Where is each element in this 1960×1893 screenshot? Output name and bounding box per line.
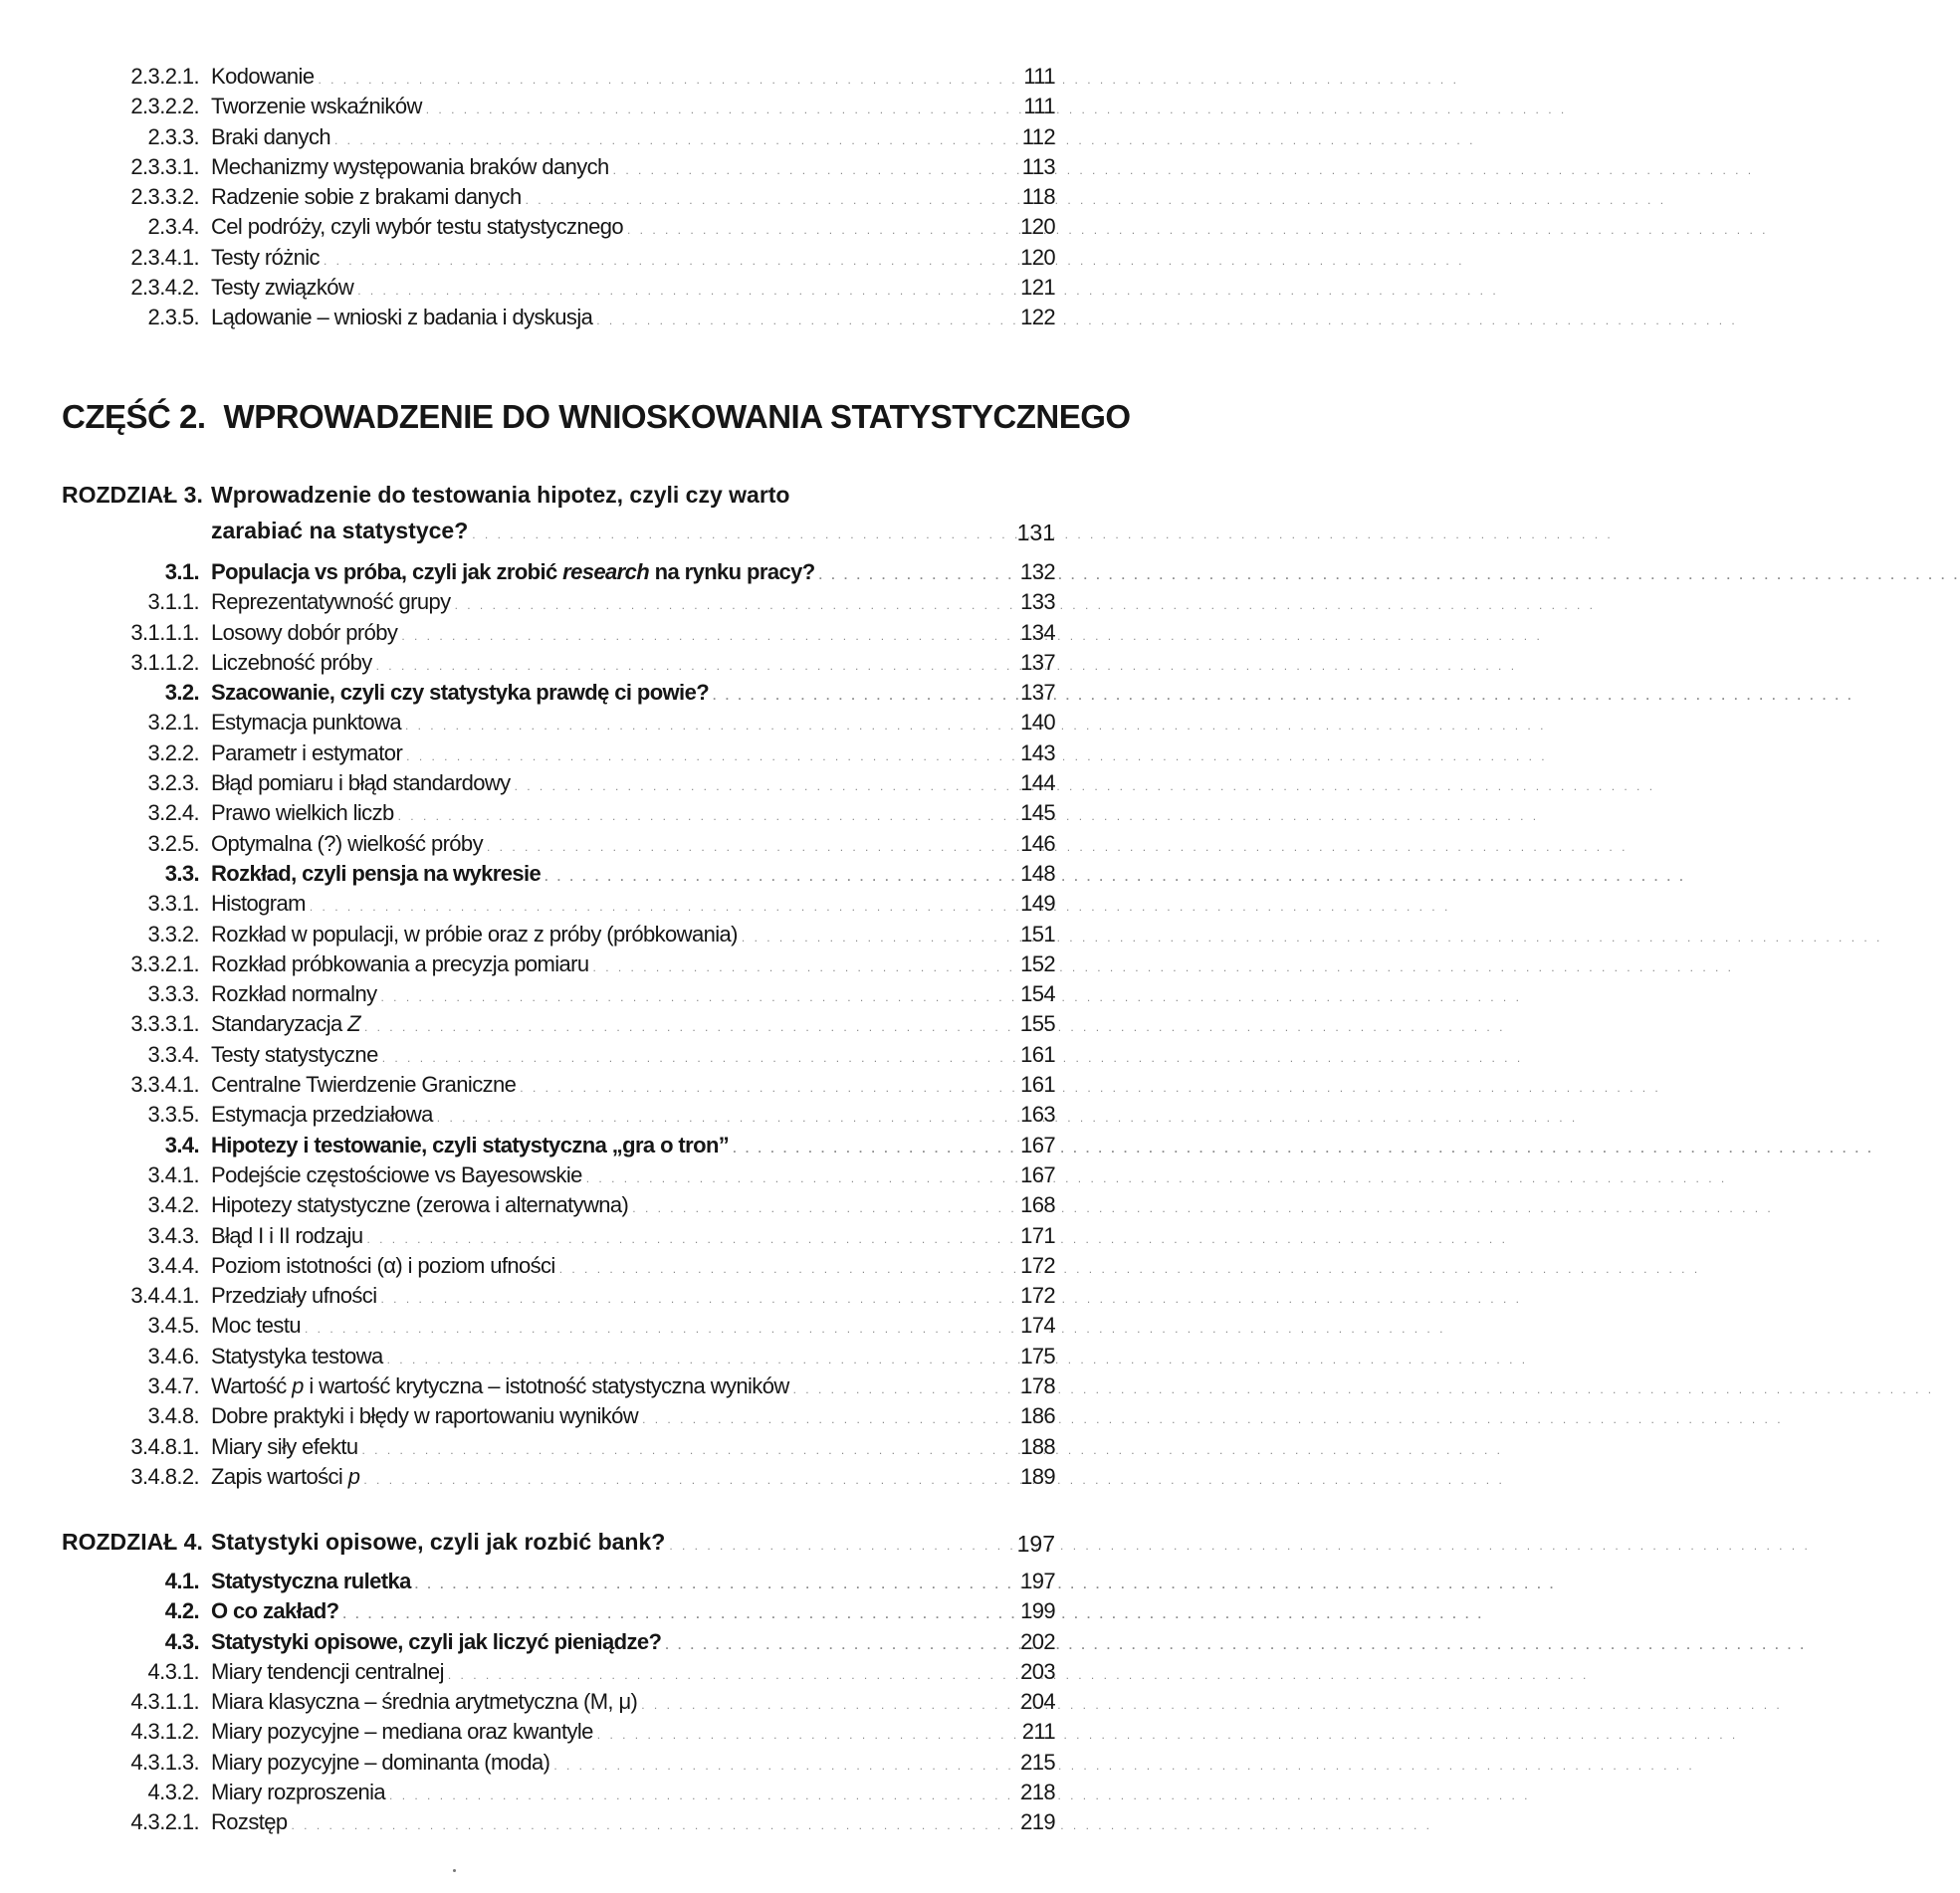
- entry-title: Histogram: [211, 891, 306, 917]
- entry-page: 121: [1020, 275, 1055, 301]
- entry-page: 137: [1020, 649, 1055, 675]
- entry-number: 2.3.2.2.: [130, 94, 199, 119]
- entry-title: Hipotezy i testowanie, czyli statystyczna „gra o tron”: [211, 1132, 730, 1157]
- toc-entry[interactable]: [0, 768, 1117, 798]
- toc-entry[interactable]: [0, 1342, 1117, 1371]
- chapter-title-line1: Wprowadzenie do testowania hipotez, czyli czy warto: [211, 482, 790, 508]
- toc-entry[interactable]: [0, 92, 1117, 121]
- entry-title: Błąd I i II rodzaju: [211, 1222, 363, 1248]
- entry-title: Przedziały ufności: [211, 1283, 377, 1309]
- entry-page: 140: [1020, 710, 1055, 736]
- dot-leader: [401, 621, 1542, 651]
- entry-number: 3.1.1.2.: [130, 649, 199, 675]
- entry-page: 118: [1021, 184, 1055, 210]
- toc-entry[interactable]: [0, 1657, 1117, 1687]
- entry-number: 2.3.3.2.: [130, 184, 199, 210]
- entry-number: 3.1.1.1.: [130, 619, 199, 645]
- dot-leader: [362, 1435, 1503, 1465]
- entry-number: 3.4.4.1.: [130, 1283, 199, 1309]
- dot-leader: [669, 1539, 1810, 1553]
- entry-page: 134: [1020, 619, 1055, 645]
- entry-title: Parametr i estymator: [211, 739, 403, 765]
- dot-leader: [733, 1134, 1873, 1163]
- dot-leader: [593, 952, 1734, 982]
- entry-title: Radzenie sobie z brakami danych: [211, 184, 522, 210]
- dot-leader: [334, 125, 1475, 155]
- entry-page: 171: [1020, 1222, 1055, 1248]
- entry-title: Prawo wielkich liczb: [211, 800, 394, 826]
- entry-number: 4.3.1.2.: [130, 1719, 199, 1745]
- entry-title: Populacja vs próba, czyli jak zrobić research na rynku pracy?: [211, 559, 815, 584]
- dot-leader: [357, 276, 1498, 306]
- dot-leader: [406, 741, 1547, 771]
- toc-entry[interactable]: [0, 1778, 1117, 1807]
- entry-page: 152: [1020, 950, 1055, 976]
- entry-number: 3.4.8.1.: [130, 1433, 199, 1459]
- entry-title: Statystyczna ruletka: [211, 1569, 411, 1593]
- entry-page: 161: [1020, 1041, 1055, 1067]
- entry-number: 3.4.2.: [147, 1192, 199, 1218]
- entry-title: Rozstęp: [211, 1809, 288, 1835]
- dot-leader: [613, 155, 1754, 185]
- toc-entry[interactable]: [0, 1687, 1117, 1717]
- toc-entry[interactable]: [0, 557, 1117, 587]
- dot-leader: [398, 801, 1539, 831]
- entry-page: 197: [1020, 1569, 1055, 1593]
- dot-leader: [632, 1193, 1773, 1223]
- entry-page: 202: [1020, 1628, 1055, 1654]
- toc-block-2-3: [0, 62, 1117, 333]
- dot-leader: [526, 185, 1666, 215]
- toc-entry[interactable]: [0, 1371, 1117, 1401]
- entry-page: 172: [1020, 1252, 1055, 1278]
- entry-title: Testy statystyczne: [211, 1041, 378, 1067]
- toc-entry[interactable]: [0, 1040, 1117, 1070]
- toc-entry[interactable]: [0, 1281, 1117, 1311]
- dot-leader: [318, 65, 1458, 95]
- entry-title: Estymacja przedziałowa: [211, 1102, 433, 1128]
- toc-entry[interactable]: [0, 1627, 1117, 1657]
- toc-entry[interactable]: [0, 152, 1117, 182]
- toc-entry[interactable]: [0, 1070, 1117, 1100]
- entry-page: 168: [1020, 1192, 1055, 1218]
- part-title: WPROWADZENIE DO WNIOSKOWANIA STATYSTYCZNEGO: [223, 398, 1131, 435]
- entry-title: Błąd pomiaru i błąd standardowy: [211, 770, 511, 796]
- entry-number: 4.2.: [164, 1598, 199, 1624]
- dot-leader: [742, 923, 1882, 952]
- toc-entry[interactable]: [0, 62, 1117, 92]
- entry-page: 163: [1020, 1102, 1055, 1128]
- entry-title: Miary siły efektu: [211, 1433, 358, 1459]
- toc-entry[interactable]: [0, 1748, 1117, 1778]
- entry-number: 3.4.7.: [147, 1373, 199, 1399]
- entry-title: Tworzenie wskaźników: [211, 94, 422, 119]
- toc-entry[interactable]: [0, 212, 1117, 242]
- toc-entry[interactable]: [0, 829, 1117, 859]
- toc-entry[interactable]: [0, 1311, 1117, 1341]
- toc-entry[interactable]: [0, 303, 1117, 332]
- entry-page: 172: [1020, 1283, 1055, 1309]
- dot-leader: [380, 982, 1521, 1012]
- toc-entry[interactable]: [0, 648, 1117, 678]
- entry-page: 203: [1020, 1658, 1055, 1684]
- dot-leader: [324, 246, 1464, 276]
- entry-number: 3.4.4.: [147, 1252, 199, 1278]
- toc-entry[interactable]: [0, 1009, 1117, 1039]
- dot-leader: [520, 1073, 1660, 1103]
- entry-number: 3.4.1.: [147, 1161, 199, 1187]
- entry-number: 4.1.: [164, 1569, 199, 1593]
- entry-number: 4.3.1.3.: [130, 1749, 199, 1775]
- toc-block-chapter-3: [0, 557, 1117, 1492]
- entry-title: Rozkład w populacji, w próbie oraz z próby (próbkowania): [211, 921, 738, 946]
- entry-title: Lądowanie – wnioski z badania i dyskusja: [211, 305, 593, 330]
- dot-leader: [305, 1314, 1445, 1344]
- dot-leader: [426, 95, 1567, 124]
- entry-number: 3.4.8.: [147, 1403, 199, 1429]
- entry-page: 211: [1021, 1719, 1055, 1745]
- dot-leader: [448, 1660, 1589, 1690]
- entry-title: Zapis wartości p: [211, 1463, 360, 1489]
- entry-page: 146: [1020, 830, 1055, 856]
- entry-number: 3.3.5.: [147, 1102, 199, 1128]
- toc-entry[interactable]: [0, 1190, 1117, 1220]
- entry-page: 189: [1020, 1463, 1055, 1489]
- entry-number: 3.2.3.: [147, 770, 199, 796]
- dot-leader: [363, 1465, 1504, 1495]
- entry-title: Poziom istotności (α) i poziom ufności: [211, 1252, 555, 1278]
- toc-entry[interactable]: [0, 1807, 1117, 1837]
- entry-title: Miary pozycyjne – dominanta (moda): [211, 1749, 550, 1775]
- dot-leader: [544, 862, 1685, 892]
- entry-title: Szacowanie, czyli czy statystyka prawdę ci powie?: [211, 680, 710, 706]
- toc-entry[interactable]: [0, 122, 1117, 152]
- entry-page: 218: [1020, 1780, 1055, 1805]
- dot-leader: [376, 651, 1517, 681]
- entry-title: Reprezentatywność grupy: [211, 589, 451, 615]
- entry-number: 3.3.1.: [147, 891, 199, 917]
- entry-title: Miary pozycyjne – mediana oraz kwantyle: [211, 1719, 593, 1745]
- dot-leader: [487, 832, 1628, 862]
- entry-title: Miary rozproszenia: [211, 1780, 386, 1805]
- entry-title: Rozkład próbkowania a precyzja pomiaru: [211, 950, 589, 976]
- entry-number: 3.1.: [164, 559, 199, 584]
- dot-leader: [437, 1103, 1578, 1133]
- toc-entry[interactable]: [0, 738, 1117, 768]
- entry-number: 2.3.3.: [147, 123, 199, 149]
- entry-number: 3.3.3.: [147, 981, 199, 1007]
- toc-entry[interactable]: [0, 920, 1117, 949]
- toc-entry[interactable]: [0, 1251, 1117, 1281]
- entry-title: Liczebność próby: [211, 649, 372, 675]
- toc-entry[interactable]: [0, 1401, 1117, 1431]
- entry-page: 178: [1020, 1373, 1055, 1399]
- entry-title: Rozkład, czyli pensja na wykresie: [211, 860, 542, 886]
- entry-title: Miara klasyczna – średnia arytmetyczna (M, μ): [211, 1689, 638, 1715]
- entry-number: 3.2.2.: [147, 739, 199, 765]
- entry-number: 3.3.4.: [147, 1041, 199, 1067]
- toc-entry[interactable]: [0, 979, 1117, 1009]
- entry-page: 145: [1020, 800, 1055, 826]
- entry-title: Testy związków: [211, 275, 354, 301]
- entry-page: 143: [1020, 739, 1055, 765]
- toc-entry[interactable]: [0, 1131, 1117, 1160]
- toc-entry[interactable]: [0, 1717, 1117, 1747]
- entry-page: 111: [1023, 64, 1055, 89]
- dot-leader: [597, 1720, 1738, 1750]
- entry-number: 3.4.6.: [147, 1343, 199, 1368]
- entry-page: 144: [1020, 770, 1055, 796]
- dot-leader: [364, 1012, 1505, 1042]
- entry-page: 167: [1020, 1132, 1055, 1157]
- dot-leader: [627, 215, 1768, 245]
- entry-page: 154: [1020, 981, 1055, 1007]
- toc-entry[interactable]: [0, 1432, 1117, 1462]
- dot-leader: [292, 1810, 1432, 1840]
- entry-page: 174: [1020, 1313, 1055, 1339]
- entry-page: 167: [1020, 1161, 1055, 1187]
- entry-number: 3.4.5.: [147, 1313, 199, 1339]
- entry-title: Mechanizmy występowania braków danych: [211, 153, 609, 179]
- entry-page: 111: [1023, 94, 1055, 119]
- dot-leader: [641, 1690, 1782, 1720]
- dot-leader: [415, 1570, 1556, 1599]
- entry-title: Losowy dobór próby: [211, 619, 398, 645]
- entry-number: 3.2.4.: [147, 800, 199, 826]
- entry-title: Cel podróży, czyli wybór testu statystycznego: [211, 214, 623, 240]
- toc-entry[interactable]: [0, 1100, 1117, 1130]
- dot-leader: [553, 1751, 1694, 1781]
- entry-title: Wartość p i wartość krytyczna – istotność statystyczna wyników: [211, 1373, 789, 1399]
- entry-number: 3.4.3.: [147, 1222, 199, 1248]
- entry-number: 2.3.5.: [147, 305, 199, 330]
- dot-leader: [366, 1224, 1507, 1254]
- dot-leader: [793, 1374, 1934, 1404]
- toc-entry[interactable]: [0, 708, 1117, 737]
- toc-entry[interactable]: [0, 949, 1117, 979]
- toc-entry[interactable]: [0, 1567, 1117, 1596]
- entry-number: 2.3.3.1.: [130, 153, 199, 179]
- entry-number: 2.3.4.: [147, 214, 199, 240]
- toc-entry[interactable]: [0, 618, 1117, 648]
- entry-number: 2.3.2.1.: [130, 64, 199, 89]
- entry-page: 122: [1020, 305, 1055, 330]
- entry-page: 151: [1020, 921, 1055, 946]
- dot-leader: [310, 892, 1450, 922]
- entry-number: 3.3.2.1.: [130, 950, 199, 976]
- chapter-title-line2: zarabiać na statystyce?: [211, 518, 469, 543]
- entry-title: Testy różnic: [211, 244, 320, 270]
- toc-entry[interactable]: [0, 182, 1117, 212]
- entry-number: 2.3.4.2.: [130, 275, 199, 301]
- dot-leader: [665, 1630, 1806, 1660]
- dot-leader: [405, 711, 1546, 740]
- entry-title: Kodowanie: [211, 64, 315, 89]
- entry-number: 4.3.2.: [147, 1780, 199, 1805]
- entry-page: 219: [1020, 1809, 1055, 1835]
- toc-entry[interactable]: [0, 798, 1117, 828]
- entry-title: O co zakład?: [211, 1598, 339, 1624]
- entry-number: 2.3.4.1.: [130, 244, 199, 270]
- entry-number: 3.2.1.: [147, 710, 199, 736]
- entry-page: 175: [1020, 1343, 1055, 1368]
- entry-number: 3.3.3.1.: [130, 1011, 199, 1037]
- toc-entry[interactable]: [0, 273, 1117, 303]
- chapter-label: ROZDZIAŁ 3.: [62, 482, 203, 508]
- entry-number: 3.4.: [164, 1132, 199, 1157]
- entry-title: Rozkład normalny: [211, 981, 377, 1007]
- dot-leader: [515, 771, 1655, 801]
- entry-number: 4.3.1.: [147, 1658, 199, 1684]
- toc-entry[interactable]: [0, 1160, 1117, 1190]
- entry-title: Miary tendencji centralnej: [211, 1658, 444, 1684]
- entry-page: 155: [1020, 1011, 1055, 1037]
- entry-title: Statystyki opisowe, czyli jak liczyć pieniądze?: [211, 1628, 662, 1654]
- part-heading: [62, 398, 1131, 436]
- entry-title: Moc testu: [211, 1313, 301, 1339]
- entry-number: 4.3.: [164, 1628, 199, 1654]
- entry-title: Estymacja punktowa: [211, 710, 401, 736]
- entry-page: 161: [1020, 1072, 1055, 1098]
- entry-page: 137: [1020, 680, 1055, 706]
- entry-page: 120: [1020, 244, 1055, 270]
- entry-number: 4.3.1.1.: [130, 1689, 199, 1715]
- toc-entry[interactable]: [0, 1596, 1117, 1626]
- entry-title: Hipotezy statystyczne (zerowa i alternatywna): [211, 1192, 629, 1218]
- chapter-label: ROZDZIAŁ 4.: [62, 1529, 203, 1555]
- entry-title: Centralne Twierdzenie Graniczne: [211, 1072, 517, 1098]
- entry-title: Statystyka testowa: [211, 1343, 383, 1368]
- entry-page: 188: [1020, 1433, 1055, 1459]
- entry-page: 112: [1021, 123, 1055, 149]
- toc-entry[interactable]: [0, 1221, 1117, 1251]
- dot-leader: [389, 1781, 1530, 1810]
- entry-page: 113: [1021, 153, 1055, 179]
- entry-page: 133: [1020, 589, 1055, 615]
- entry-title: Optymalna (?) wielkość próby: [211, 830, 483, 856]
- dot-leader: [382, 1043, 1523, 1073]
- dot-leader: [642, 1404, 1783, 1434]
- toc-entry[interactable]: [0, 587, 1117, 617]
- dot-leader: [819, 560, 1960, 590]
- dot-leader: [559, 1254, 1700, 1284]
- part-label: CZĘŚĆ 2.: [62, 398, 206, 435]
- toc-block-chapter-4: [0, 1567, 1117, 1838]
- entry-number: 3.3.4.1.: [130, 1072, 199, 1098]
- dot-leader: [586, 1163, 1727, 1193]
- toc-entry[interactable]: [0, 859, 1117, 889]
- dot-leader: [713, 681, 1853, 711]
- entry-number: 3.2.: [164, 680, 199, 706]
- chapter-page: 197: [1016, 1531, 1055, 1557]
- entry-title: Dobre praktyki i błędy w raportowaniu wyników: [211, 1403, 639, 1429]
- toc-entry[interactable]: [0, 889, 1117, 919]
- scan-speck: [453, 1869, 456, 1872]
- toc-entry[interactable]: [0, 243, 1117, 273]
- entry-page: 148: [1020, 860, 1055, 886]
- entry-page: 149: [1020, 891, 1055, 917]
- entry-number: 3.3.2.: [147, 921, 199, 946]
- entry-page: 204: [1020, 1689, 1055, 1715]
- dot-leader: [343, 1599, 1484, 1629]
- entry-number: 3.4.8.2.: [130, 1463, 199, 1489]
- toc-entry[interactable]: [0, 1462, 1117, 1492]
- entry-page: 199: [1020, 1598, 1055, 1624]
- entry-page: 120: [1020, 214, 1055, 240]
- chapter-title: Statystyki opisowe, czyli jak rozbić bank?: [211, 1529, 666, 1555]
- entry-number: 4.3.2.1.: [130, 1809, 199, 1835]
- entry-number: 3.1.1.: [147, 589, 199, 615]
- entry-title: Braki danych: [211, 123, 330, 149]
- toc-entry[interactable]: [0, 678, 1117, 708]
- chapter-page: 131: [1016, 520, 1055, 545]
- entry-page: 186: [1020, 1403, 1055, 1429]
- dot-leader: [596, 306, 1737, 335]
- dot-leader: [381, 1284, 1522, 1314]
- entry-page: 132: [1020, 559, 1055, 584]
- entry-page: 215: [1020, 1749, 1055, 1775]
- entry-number: 3.2.5.: [147, 830, 199, 856]
- entry-title: Standaryzacja Z: [211, 1011, 360, 1037]
- dot-leader: [387, 1345, 1528, 1374]
- entry-number: 3.3.: [164, 860, 199, 886]
- entry-title: Podejście częstościowe vs Bayesowskie: [211, 1161, 582, 1187]
